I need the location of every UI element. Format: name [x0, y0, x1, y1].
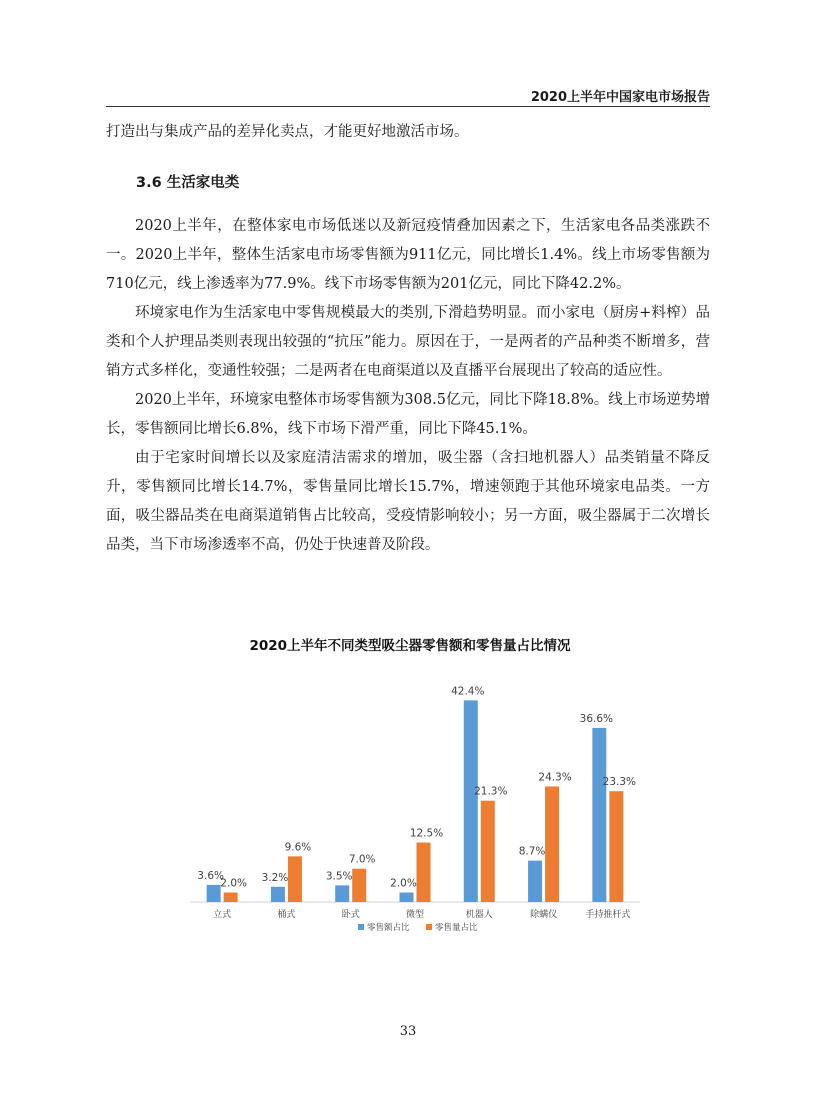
bar-s1-1 [288, 856, 302, 902]
data-label-s0-6: 36.6% [579, 712, 614, 725]
x-tick-label-2: 卧式 [341, 910, 360, 920]
vacuum-share-chart [160, 630, 660, 950]
data-label-s0-1: 3.2% [261, 871, 289, 884]
bar-s1-4 [481, 801, 495, 902]
data-label-s1-2: 7.0% [348, 853, 376, 866]
x-tick-label-5: 除螨仪 [530, 910, 558, 920]
data-label-s0-4: 42.4% [451, 685, 485, 698]
chart-canvas [160, 630, 660, 950]
chart-title: 2020上半年不同类型吸尘器零售额和零售量占比情况 [249, 638, 571, 654]
data-label-s1-3: 12.5% [409, 827, 444, 840]
bar-s1-6 [609, 791, 623, 902]
data-label-s1-0: 2.0% [220, 877, 247, 890]
data-label-s1-4: 21.3% [474, 785, 508, 798]
page-number: 33 [399, 1024, 417, 1039]
bar-s0-5 [528, 861, 542, 902]
bar-s0-4 [464, 700, 478, 902]
legend-label-1: 零售量占比 [435, 923, 478, 933]
legend-swatch-0 [358, 924, 364, 930]
data-label-s0-0: 3.6% [197, 869, 224, 882]
intro-line: 打造出与集成产品的差异化卖点，才能更好地激活市场。 [106, 124, 469, 140]
report-header-title: 2020上半年中国家电市场报告 [530, 90, 710, 105]
bar-s0-6 [592, 728, 606, 902]
data-label-s0-5: 8.7% [518, 845, 546, 858]
bar-s1-0 [224, 892, 238, 902]
data-label-s1-5: 24.3% [538, 771, 572, 784]
body-content [106, 118, 710, 560]
data-label-s1-1: 9.6% [284, 841, 312, 854]
x-tick-label-1: 桶式 [277, 910, 296, 920]
x-tick-label-3: 微型 [405, 910, 425, 920]
data-label-s1-6: 23.3% [602, 776, 637, 789]
data-label-s0-3: 2.0% [390, 877, 417, 890]
paragraph-3: 2020上半年，环境家电整体市场零售额为308.5亿元，同比下降18.8%。线上市场逆势增长，零售额同比增长6.8%，线下市场下滑严重，同比下降45.1%。 [106, 392, 710, 437]
paragraph-2: 环境家电作为生活家电中零售规模最大的类别,下滑趋势明显。而小家电（厨房+料榨）品类和个人护理品类则表现出较强的“抗压”能力。原因在于，一是两者的产品种类不断增多，营销方式多样化，变通性较强；二是两者在电商渠道以及直播平台展现出了较高的适应性。 [106, 305, 710, 379]
legend-swatch-1 [426, 924, 432, 930]
x-tick-label-6: 手持推杆式 [585, 910, 631, 920]
paragraph-4: 由于宅家时间增长以及家庭清洁需求的增加，吸尘器（含扫地机器人）品类销量不降反升，零售额同比增长14.7%，零售量同比增长15.7%，增速领跑于其他环境家电品类。一方面，吸尘器品类在电商渠道销售占比较高，受疫情影响较小；另一方面，吸尘器属于二次增长品类，当下市场渗透率不高，仍处于快速普及阶段。 [106, 450, 710, 553]
bar-s1-3 [417, 843, 431, 902]
bar-s1-2 [352, 869, 366, 902]
header-divider [106, 106, 710, 107]
paragraph-1: 2020上半年，在整体家电市场低迷以及新冠疫情叠加因素之下，生活家电各品类涨跌不一。2020上半年，整体生活家电市场零售额为911亿元，同比增长1.4%。线上市场零售额为710亿元，线上渗透率为77.9%。线下市场零售额为201亿元，同比下降42.2%。 [106, 218, 710, 292]
x-tick-label-0: 立式 [213, 910, 232, 920]
bar-s0-2 [335, 885, 349, 902]
x-tick-label-4: 机器人 [465, 910, 493, 920]
section-heading: 3.6 生活家电类 [136, 175, 240, 191]
bar-s0-1 [271, 887, 285, 902]
bar-s1-5 [545, 786, 559, 902]
bar-s0-3 [400, 892, 414, 902]
data-label-s0-2: 3.5% [325, 870, 353, 883]
bar-s0-0 [207, 885, 221, 902]
legend-label-0: 零售额占比 [367, 923, 410, 933]
